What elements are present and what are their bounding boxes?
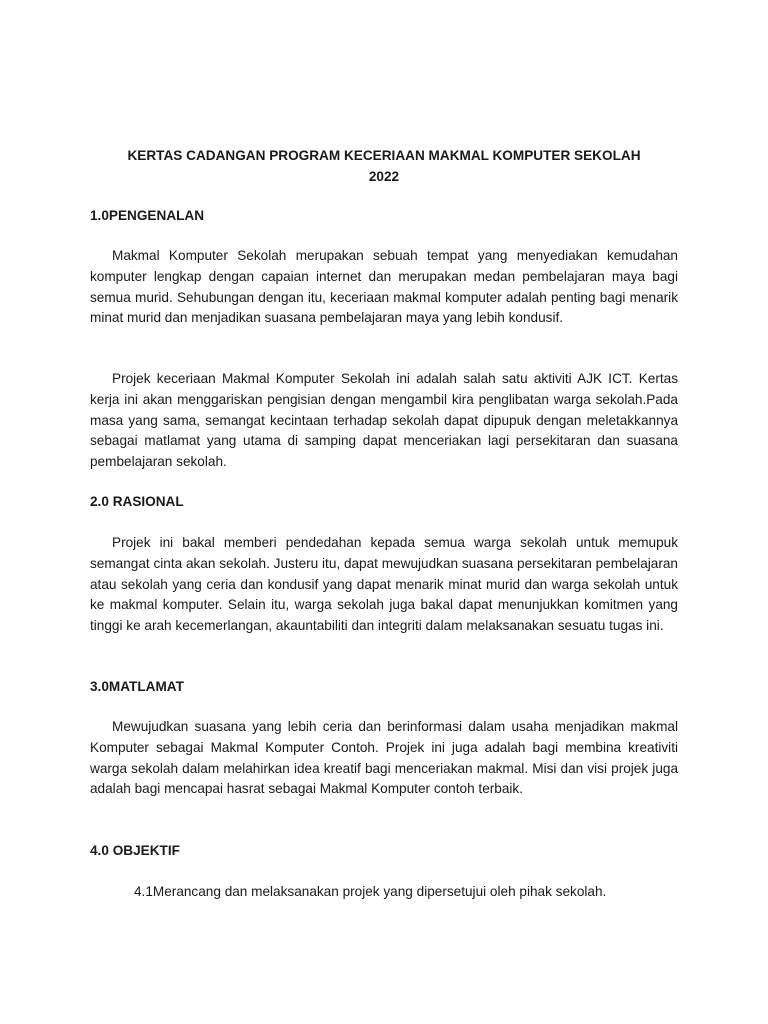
section-number: 2.0 <box>90 494 109 509</box>
paragraph-pengenalan-2: Projek keceriaan Makmal Komputer Sekolah ini adalah salah satu aktiviti AJK ICT. Kertas kerja ini akan menggariskan pengisian dengan mengambil kira penglibatan warga sekolah.Pada masa yang sama, semangat kecintaan terhadap sekolah dapat dipupuk dengan meletakkannya sebagai matlamat yang utama di samping dapat menceriakan lagi persekitaran dan suasana pembelajaran sekolah. <box>90 371 678 470</box>
section-heading-text: RASIONAL <box>112 494 184 509</box>
section-number: 1.0 <box>90 208 109 223</box>
paragraph-rasional-1: Projek ini bakal memberi pendedahan kepada semua warga sekolah untuk memupuk semangat cinta akan sekolah. Justeru itu, dapat mewujudkan suasana persekitaran pembelajaran atau sekolah yang ceria dan kondusif yang dapat menarik minat murid dan warga sekolah untuk ke makmal komputer. Selain itu, warga sekolah juga bakal dapat menunjukkan komitmen yang tinggi ke arah kecemerlangan, akauntabiliti dan integriti dalam melaksanakan sesuatu tugas ini. <box>90 535 678 634</box>
section-heading-text: PENGENALAN <box>108 208 205 223</box>
section-heading-rasional <box>90 492 184 512</box>
section-heading-text: MATLAMAT <box>108 679 184 694</box>
paragraph-pengenalan-1: Makmal Komputer Sekolah merupakan sebuah tempat yang menyediakan kemudahan komputer lengkap dengan capaian internet dan merupakan medan pembelajaran maya bagi semua murid. Sehubungan dengan itu, keceriaan makmal komputer adalah penting bagi menarik minat murid dan menjadikan suasana pembelajaran maya yang lebih kondusif. <box>90 248 678 326</box>
section-heading-matlamat <box>90 677 184 697</box>
paragraph-matlamat-1: Mewujudkan suasana yang lebih ceria dan berinformasi dalam usaha menjadikan makmal Komputer sebagai Makmal Komputer Contoh. Projek ini juga adalah bagi membina kreativiti warga sekolah dalam melahirkan idea kreatif bagi menceriakan makmal. Misi dan visi projek juga adalah bagi mencapai hasrat sebagai Makmal Komputer contoh terbaik. <box>90 719 678 797</box>
document-title-line-1: KERTAS CADANGAN PROGRAM KECERIAAN MAKMAL KOMPUTER SEKOLAH <box>127 148 641 163</box>
document-title-line-2: 2022 <box>368 169 400 184</box>
section-heading-pengenalan <box>90 206 204 226</box>
objective-number: 4.1 <box>134 884 153 899</box>
section-heading-text: OBJEKTIF <box>112 843 180 858</box>
document-title <box>90 145 678 187</box>
section-number: 4.0 <box>90 843 109 858</box>
section-number: 3.0 <box>90 679 109 694</box>
section-heading-objektif <box>90 841 180 861</box>
objective-text: Merancang dan melaksanakan projek yang dipersetujui oleh pihak sekolah. <box>152 884 607 899</box>
objective-item <box>134 882 606 902</box>
